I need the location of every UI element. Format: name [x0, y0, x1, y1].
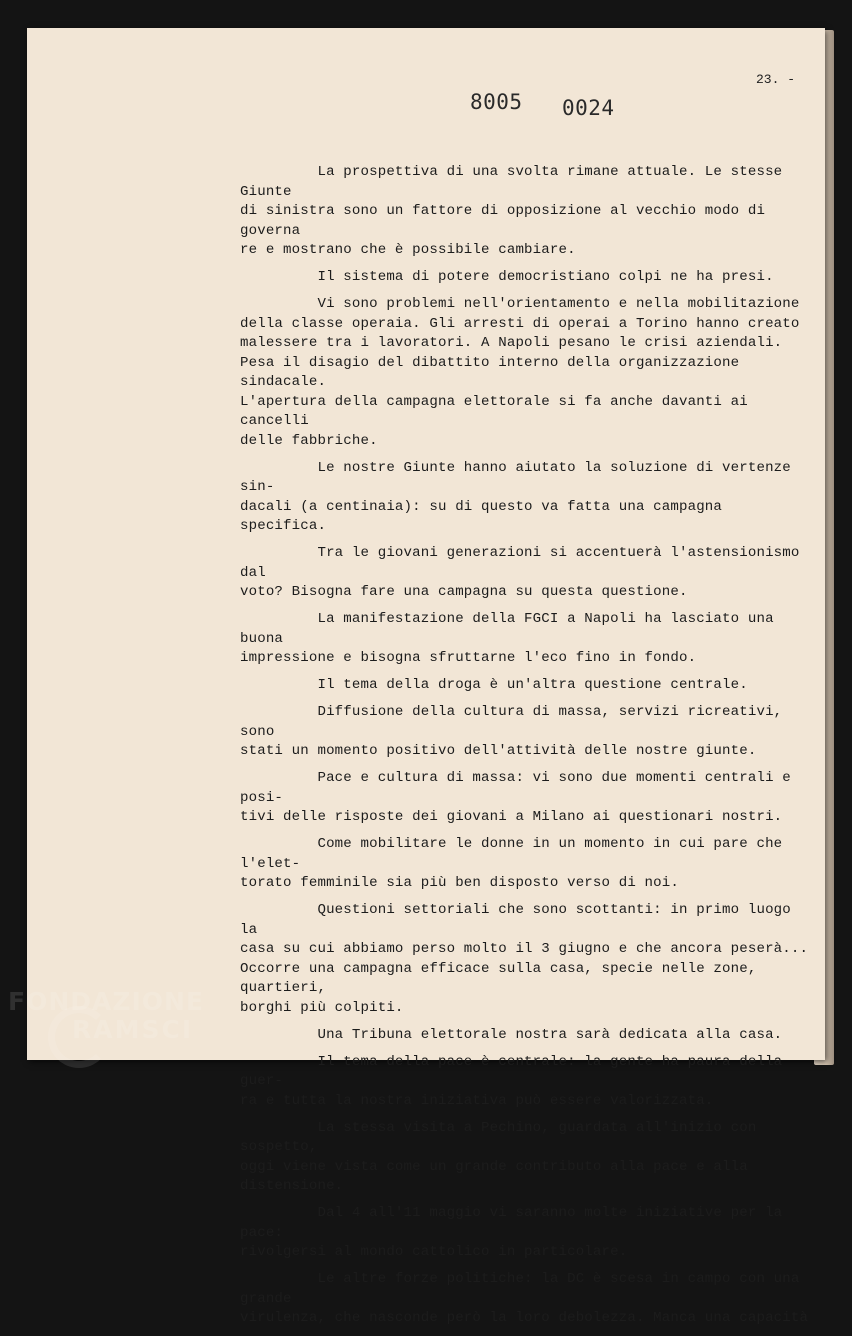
paragraph: Il tema della pace è centrale: la gente ha paura della guer- ra e tutta la nostra iniziativa può essere valorizzata. — [240, 1053, 783, 1109]
paragraph: Una Tribuna elettorale nostra sarà dedicata alla casa. — [240, 1026, 783, 1043]
paragraph: La prospettiva di una svolta rimane attuale. Le stesse Giunte di sinistra sono un fattore di opposizione al vecchio modo di governa re e mostrano che è possibile cambiare. — [240, 164, 783, 258]
paragraph: La manifestazione della FGCI a Napoli ha lasciato una buona impressione e bisogna sfruttarne l'eco fino in fondo. — [240, 611, 774, 666]
paragraph: Le altre forze politiche: la DC è scesa in campo con una grande virulenza, che nasconde però la loro debolezza. Manca una capacità — [240, 1271, 809, 1326]
paragraph: Questioni settoriali che sono scottanti: in primo luogo la casa su cui abbiamo perso molto il 3 giugno e che ancora peserà... Occorre una campagna efficace sulla casa, specie nelle zone, quartieri, borghi più colpiti. — [240, 902, 809, 1016]
fondazione-gramsci-watermark — [8, 988, 204, 1044]
page-number: 23. - — [756, 72, 796, 87]
paragraph: Vi sono problemi nell'orientamento e nella mobilitazione della classe operaia. Gli arresti di operai a Torino hanno creato malessere tra i lavoratori. A Napoli pesano le crisi aziendali. Pesa il disagio del dibattito interno della organizzazione sindacale. L'apertura della campagna elettorale si fa anche davanti ai cancelli delle fabbriche. — [240, 296, 800, 449]
watermark-line-2: RAMSCI — [72, 1015, 194, 1044]
paragraph: Come mobilitare le donne in un momento in cui pare che l'elet- torato femminile sia più ben disposto verso di noi. — [240, 836, 783, 891]
paragraph: La stessa visita a Pechino, guardata all'inizio con sospetto, oggi viene vista come un grande contributo alla pace e alla distensione. — [240, 1119, 757, 1194]
watermark-line-1: FONDAZIONE — [8, 987, 205, 1016]
paragraph: Il sistema di potere democristiano colpi ne ha presi. — [240, 269, 774, 285]
paragraph: Il tema della droga è un'altra questione centrale. — [240, 677, 748, 693]
paragraph: Diffusione della cultura di massa, servizi ricreativi, sono stati un momento positivo dell'attività delle nostre giunte. — [240, 704, 783, 759]
watermark-g-logo-icon — [48, 1006, 110, 1068]
paragraph: Le nostre Giunte hanno aiutato la soluzione di vertenze sin- dacali (a centinaia): su di questo va fatta una campagna specifica. — [240, 459, 791, 534]
paragraph: Tra le giovani generazioni si accentuerà l'astensionismo dal voto? Bisogna fare una campagna su questa questione. — [240, 545, 800, 600]
document-body — [240, 163, 810, 1336]
paragraph: Pace e cultura di massa: vi sono due momenti centrali e posi- tivi delle risposte dei giovani a Milano ai questionari nostri. — [240, 770, 791, 825]
archive-number-stamp-2: 0024 — [562, 96, 615, 120]
archive-number-stamp-1: 8005 — [470, 90, 523, 114]
paragraph: Dal 4 all'11 maggio vi saranno molte iniziative per la pace: rivolgersi al mondo cattolico in particolare. — [240, 1205, 783, 1260]
